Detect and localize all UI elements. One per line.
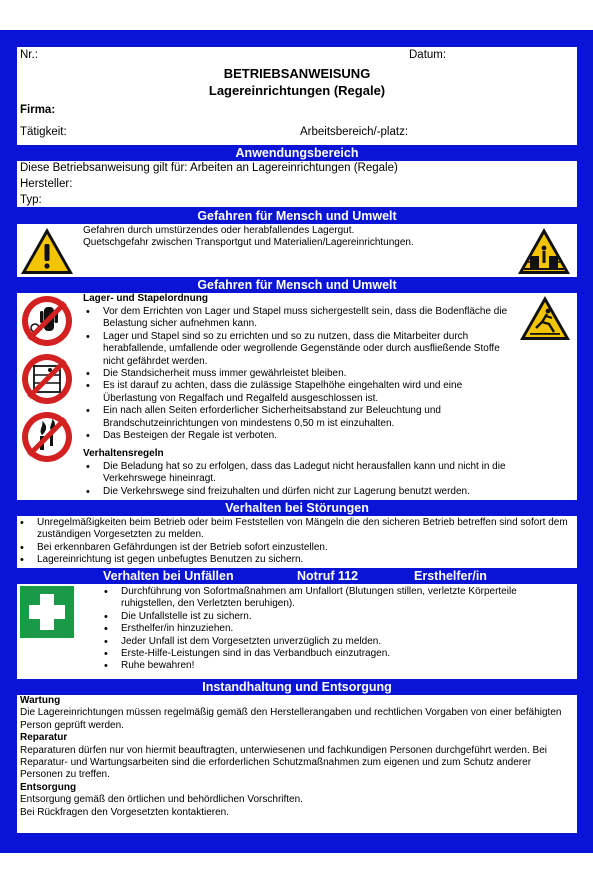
crush-hazard-icon: [516, 226, 572, 276]
list-unfaelle: [101, 586, 566, 673]
nr-label: Nr.:: [20, 49, 38, 61]
ersthelfer-label: Ersthelfer/in: [414, 569, 487, 583]
section-heading-anwendungsbereich: Anwendungsbereich: [235, 146, 359, 160]
instandhaltung-content: [20, 695, 572, 819]
notruf-number: Notruf 112: [297, 569, 359, 583]
gefahren-line-2: Quetschgefahr zwischen Transportgut und Materialien/Lagereinrichtungen.: [83, 237, 414, 248]
list-lagerordnung: [83, 306, 513, 442]
hersteller-label: Hersteller:: [20, 178, 73, 190]
typ-label: Typ:: [20, 194, 42, 206]
list-item: • Erste-Hilfe-Leistungen sind in das Verbandbuch einzutragen.: [101, 648, 566, 660]
list-item: • Die Beladung hat so zu erfolgen, dass das Ladegut nicht herausfallen kann und nicht in die Verkehrswege hineinragt.: [83, 461, 513, 486]
gefahren-line-1: Gefahren durch umstürzendes oder herabfallendes Lagergut.: [83, 225, 355, 236]
list-item: • Es ist darauf zu achten, dass die zulässige Stapelhöhe eingehalten wird und eine Überlastung von Regalfach und Regalfeld ausgeschlossen ist.: [83, 380, 513, 405]
section-heading-gefahren: Gefahren für Mensch und Umwelt: [197, 209, 397, 223]
list-item: • Die Verkehrswege sind freizuhalten und dürfen nicht zur Lagerung benutzt werden.: [83, 486, 513, 498]
section-heading-schutz: Gefahren für Mensch und Umwelt: [197, 278, 397, 292]
datum-label: Datum:: [409, 49, 447, 61]
reparatur-text: Reparaturen dürfen nur von hiermit beauftragten, unterwiesenen und fachkundigen Personen durchgeführt werden. Bei Reparatur- und Wartungsarbeiten sind die erforderlichen Schutzmaßnahmen zum eigenen und zum Schutz anderer Personen zu treffen.: [20, 744, 548, 781]
list-item: • Lagereinrichtung ist gegen unbefugtes Benutzen zu sichern.: [17, 554, 575, 566]
warning-triangle-icon: [19, 226, 75, 276]
slip-hazard-icon: [518, 294, 572, 342]
page-subtitle: Lagereinrichtungen (Regale): [208, 83, 386, 98]
list-stoerungen: [17, 517, 575, 567]
reparatur-label: Reparatur: [20, 732, 68, 744]
list-item: • Die Standsicherheit muss immer gewährleistet bleiben.: [83, 368, 513, 380]
list-item: • Ersthelfer/in hinzuziehen.: [101, 623, 566, 635]
list-verhaltensregeln: [83, 461, 513, 498]
list-item: • Unregelmäßigkeiten beim Betrieb oder beim Feststellen von Mängeln die den sicheren Betrieb betreffen sind sofort dem zuständigen Vorgesetzten zu melden.: [17, 517, 575, 542]
wartung-label: Wartung: [20, 695, 61, 706]
section-heading-stoerungen: Verhalten bei Störungen: [225, 501, 369, 515]
list-item: • Lager und Stapel sind so zu errichten und so zu nutzen, dass die Mitarbeiter durch herabfallende, umfallende oder wegrollende Gegenstände oder durch ausfließende Stoffe nicht gefährdet werden.: [83, 331, 513, 368]
entsorgung-text: Entsorgung gemäß den örtlichen und behördlichen Vorschriften.: [20, 794, 303, 806]
anwendung-line: Diese Betriebsanweisung gilt für: Arbeiten an Lagereinrichtungen (Regale): [20, 162, 398, 174]
entsorgung-label: Entsorgung: [20, 781, 77, 793]
list-item: • Durchführung von Sofortmaßnahmen am Unfallort (Blutungen stillen, verletzte Körperteile ruhigstellen, den Verletzten beruhigen).: [101, 586, 566, 611]
taetigkeit-label: Tätigkeit:: [20, 126, 67, 138]
list-item: • Vor dem Errichten von Lager und Stapel muss sichergestellt sein, dass die Bodenfläche die Belastung sicher aufnehmen kann.: [83, 306, 513, 331]
section-heading-instandhaltung: Instandhaltung und Entsorgung: [202, 680, 392, 694]
page-title: BETRIEBSANWEISUNG: [223, 66, 371, 81]
list-item: • Das Besteigen der Regale ist verboten.: [83, 430, 513, 442]
firma-label: Firma:: [20, 104, 56, 116]
no-access-icon: [20, 294, 74, 348]
rueckfragen-text: Bei Rückfragen den Vorgesetzten kontaktieren.: [20, 806, 230, 818]
subheading-lagerordnung: Lager- und Stapelordnung: [83, 293, 208, 304]
no-climbing-icon: [20, 352, 74, 406]
first-aid-icon: [20, 586, 74, 638]
no-fire-icon: [20, 410, 74, 464]
list-item: • Bei erkennbaren Gefährdungen ist der Betrieb sofort einzustellen.: [17, 542, 575, 554]
wartung-text: Die Lagereinrichtungen müssen regelmäßig gemäß den Herstellerangaben und rechtlichen Vorgaben von einer befähigten Person geprüft werden.: [20, 707, 562, 731]
list-item: • Ruhe bewahren!: [101, 660, 566, 672]
arbeitsbereich-label: Arbeitsbereich/-platz:: [300, 126, 409, 138]
list-item: • Die Unfallstelle ist zu sichern.: [101, 611, 566, 623]
subheading-verhaltensregeln: Verhaltensregeln: [83, 448, 164, 459]
list-item: • Ein nach allen Seiten erforderlicher Sicherheitsabstand zur Beleuchtung und Brandschutzeinrichtungen von mindestens 0,50 m ist einzuhalten.: [83, 405, 513, 430]
list-item: • Jeder Unfall ist dem Vorgesetzten unverzüglich zu melden.: [101, 636, 566, 648]
section-heading-unfaelle: Verhalten bei Unfällen: [103, 569, 234, 583]
